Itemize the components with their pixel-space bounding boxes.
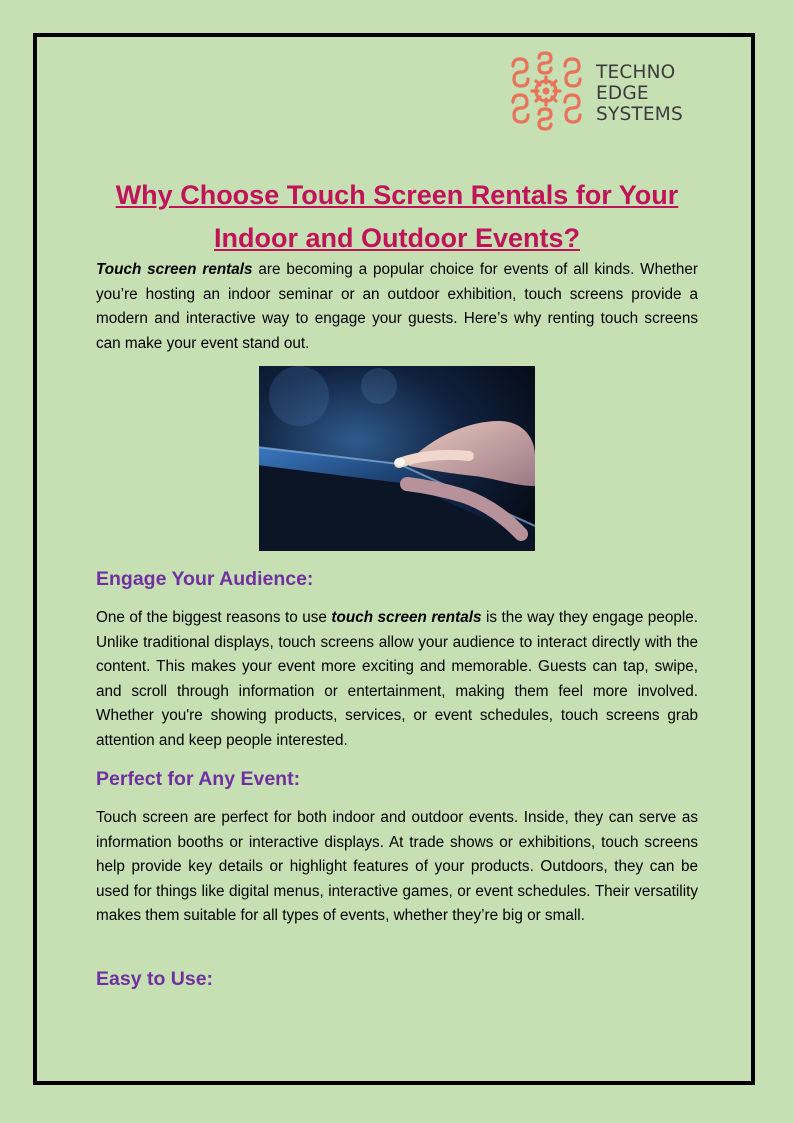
section-paragraph-any-event: Touch screen are perfect for both indoor and outdoor events. Inside, they can serve as information booths or interactive displays. At trade shows or exhibitions, touch screens help provide key details or highlight features of your products. Outdoors, they can be used for things like digital menus, interactive games, or event schedules. Their versatility makes them suitable for all types of events, whether they’re big or small.: [96, 809, 698, 924]
logo-line-edge: EDGE: [596, 83, 649, 104]
intro-paragraph: [96, 258, 698, 356]
section-heading-easy: Easy to Use:: [96, 968, 214, 990]
engage-emphasis: touch screen rentals: [331, 609, 482, 626]
company-logo[interactable]: [505, 50, 705, 132]
engage-text-after: is the way they engage people. Unlike traditional displays, touch screens allow your audience to interact directly with the content. This makes your event more exciting and memorable. Guests can tap, swipe, and scroll through information or entertainment, making them feel more involved. Whether you're showing products, services, or event schedules, touch screens grab attention and keep people interested.: [96, 609, 698, 749]
logo-wordmark: [596, 62, 683, 125]
intro-lead-emphasis: Touch screen rentals: [96, 261, 253, 278]
logo-line-techno: TECHNO: [596, 62, 676, 83]
hand-touching-tablet-photo: [259, 366, 535, 551]
section-paragraph-engage: [96, 606, 698, 753]
logo-line-systems: SYSTEMS: [596, 104, 683, 125]
section-heading-any-event: Perfect for Any Event:: [96, 768, 301, 790]
page-title: Why Choose Touch Screen Rentals for Your Indoor and Outdoor Events?: [115, 180, 679, 253]
techno-edge-emblem-icon: [505, 50, 587, 132]
section-heading-engage: Engage Your Audience:: [96, 568, 314, 590]
engage-text-before: One of the biggest reasons to use: [96, 609, 332, 626]
intro-body: are becoming a popular choice for events of all kinds. Whether you’re hosting an indoor seminar or an outdoor exhibition, touch screens provide a modern and interactive way to engage your guests. Here’s why renting touch screens can make your event stand out.: [96, 261, 698, 352]
